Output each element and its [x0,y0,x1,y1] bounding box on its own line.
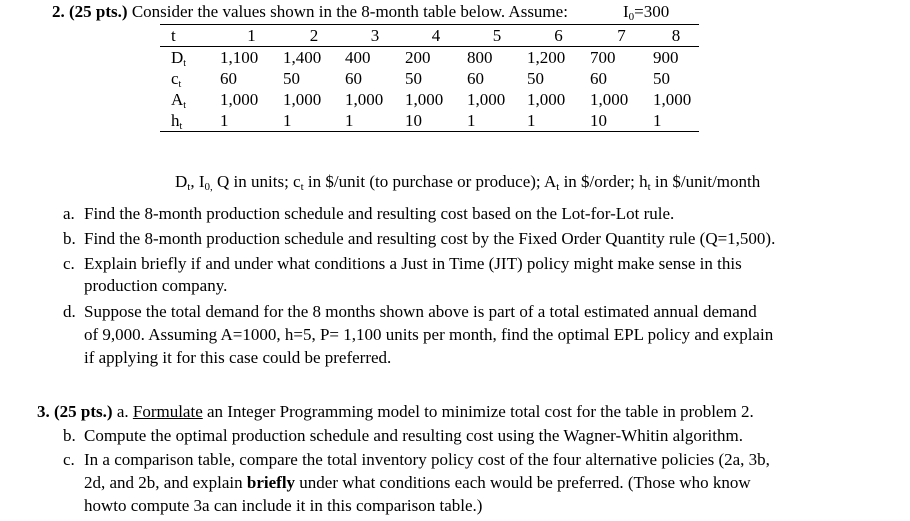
item-2d-label: d. [63,302,76,321]
table-cell: 900 [653,48,679,67]
table-cell: 400 [345,48,371,67]
item-3b-label: b. [63,426,76,445]
header-cell: t [160,25,220,47]
header-cell: 8 [653,25,699,47]
problem-3-points: (25 pts.) [54,402,113,421]
problem-3-header [37,402,754,422]
table-cell: 50 [653,69,670,88]
header-cell: 4 [405,25,467,47]
table-cell: 60 [345,69,362,88]
table-cell: 1,000 [283,90,322,109]
problem-2-header [52,2,568,22]
table-row-holding-cost [160,110,699,132]
table-cell: 1,000 [220,90,259,109]
table-header-row [160,25,699,47]
item-2a-text: Find the 8-month production schedule and resulting cost based on the Lot-for-Lot rule. [84,204,675,223]
table-cell: 50 [405,69,422,88]
item-2b-label: b. [63,229,76,248]
table-cell: 1,400 [283,48,322,67]
table-cell: 800 [467,48,493,67]
table-cell: 1,000 [527,90,566,109]
demand-cost-table [160,24,699,132]
item-2a-label: a. [63,204,75,223]
units-description: $D_t$, $I_{0,}$ Q in units; $c_t$ in $/unit (to purchase or produce); $A_t$ in $/order; $h_t$ in $/unit/month [175,172,761,193]
item-2c-text-line1: Explain briefly if and under what conditions a Just in Time (JIT) policy might make sense in this [84,254,742,273]
table-cell: 50 [283,69,300,88]
table-cell: 10 [405,110,467,132]
header-cell: 1 [220,25,283,47]
table-cell: 1,000 [653,90,692,109]
header-cell: 2 [283,25,345,47]
item-3c-label: c. [63,450,75,469]
item-2d-text-line3: if applying it for this case could be preferred. [84,348,392,367]
item-3c-text-line2: 2d, and 2b, and explain briefly under what conditions each would be preferred. (Those who know [84,473,751,492]
row-label: $h_t$ [160,110,220,132]
header-cell: 7 [590,25,653,47]
table-cell: 1,000 [590,90,629,109]
item-3a-text: an Integer Programming model to minimize total cost for the table in problem 2. [202,402,754,421]
item-2d-text-line2: of 9,000. Assuming A=1000, h=5, P= 1,100 units per month, find the optimal EPL policy and explain [84,325,774,344]
table-cell: 60 [467,69,484,88]
item-2b-text: Find the 8-month production schedule and resulting cost by the Fixed Order Quantity rule (Q=1,500). [84,229,776,248]
problem-2-points: (25 pts.) [69,2,128,21]
table-cell: 60 [590,69,607,88]
item-3c-text-line1: In a comparison table, compare the total inventory policy cost of the four alternative policies (2a, 3b, [84,450,770,469]
table-cell: 1 [527,110,590,132]
initial-inventory-label [623,2,669,22]
problem-2-intro: Consider the values shown in the 8-month table below. Assume: [131,2,568,21]
table-cell: 1 [220,110,283,132]
table-cell: 700 [590,48,616,67]
table-cell: 1,000 [345,90,384,109]
io-subscript: 0 [628,11,635,23]
briefly-emphasis: briefly [246,473,296,492]
item-2c-text-line2: production company. [84,276,228,295]
io-value: =300 [634,2,670,21]
item-3b-text: Compute the optimal production schedule and resulting cost using the Wagner-Whitin algorithm. [84,426,743,445]
item-3c-text-line3: howto compute 3a can include it in this comparison table.) [84,496,483,515]
table-cell: 1 [467,110,527,132]
table-cell: 1,200 [527,48,566,67]
problem-3-number: 3. [37,402,50,421]
io-symbol: I [623,2,629,21]
table-cell: 1,100 [220,48,259,67]
table-cell: 50 [527,69,544,88]
item-3a-formulate: Formulate [132,402,203,421]
item-2d-text-line1: Suppose the total demand for the 8 months shown above is part of a total estimated annual demand [84,302,757,321]
table-cell: 1 [345,110,405,132]
header-cell: 6 [527,25,590,47]
table-cell: 200 [405,48,431,67]
header-cell: 5 [467,25,527,47]
table-cell: 10 [590,110,653,132]
problem-2-number: 2. [52,2,65,21]
item-3a-label: a. [116,402,129,421]
table-row-demand [160,47,699,69]
table-cell: 1 [283,110,345,132]
table-row-unit-cost [160,68,699,89]
table-row-order-cost [160,89,699,110]
table-cell: 1,000 [405,90,444,109]
row-label: $D_t$ [171,48,187,69]
row-label: $A_t$ [171,90,187,111]
item-2c-label: c. [63,254,75,273]
table-cell: 60 [220,69,237,88]
header-cell: 3 [345,25,405,47]
table-cell: 1,000 [467,90,506,109]
row-label: $c_t$ [171,69,182,90]
table-cell: 1 [653,110,699,132]
